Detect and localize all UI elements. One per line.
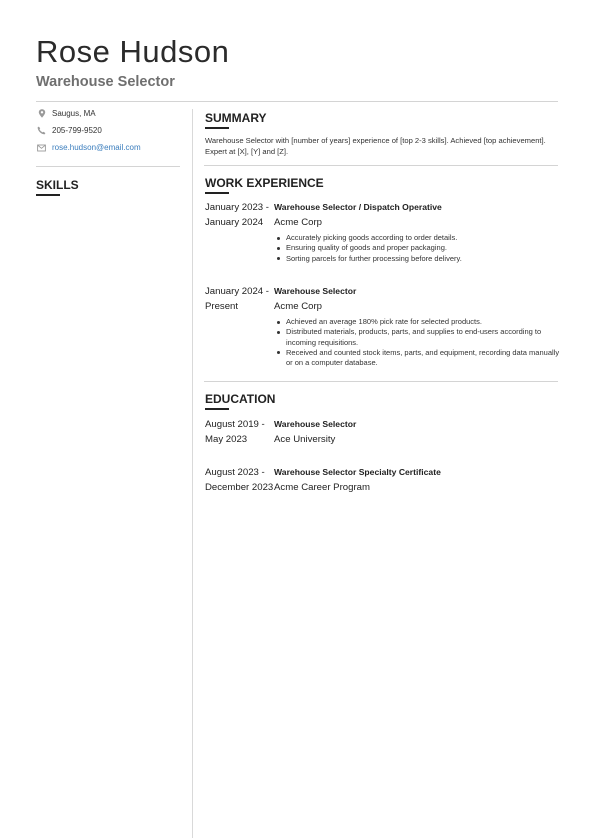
job-1-title: Warehouse Selector / Dispatch Operative (274, 202, 442, 212)
list-item: Achieved an average 180% pick rate for selected products. (276, 317, 560, 327)
phone-text: 205-799-9520 (52, 126, 102, 135)
candidate-title: Warehouse Selector (36, 74, 175, 90)
job-2-title: Warehouse Selector (274, 286, 357, 296)
list-item: Accurately picking goods according to order details. (276, 233, 560, 243)
contact-location (36, 105, 186, 122)
header-divider (36, 101, 558, 102)
edu-2-date-end: December 2023 (205, 482, 274, 493)
job-2-company: Acme Corp (274, 301, 322, 312)
contact-email[interactable] (36, 139, 186, 156)
job-2-dates (205, 284, 275, 314)
contact-divider (36, 166, 180, 167)
skills-heading: SKILLS (36, 178, 79, 192)
skills-heading-underline (36, 194, 60, 196)
education-heading: EDUCATION (205, 392, 276, 406)
edu-1-date-start: August 2019 - (205, 419, 265, 430)
contact-phone (36, 122, 186, 139)
job-1-dates (205, 200, 275, 230)
summary-divider (204, 165, 558, 166)
work-heading: WORK EXPERIENCE (205, 176, 324, 190)
edu-2-title: Warehouse Selector Specialty Certificate (274, 467, 441, 477)
job-1-date-end: January 2024 (205, 217, 264, 228)
edu-2-date-start: August 2023 - (205, 467, 265, 478)
edu-2-dates (205, 465, 275, 495)
job-1-bullets (276, 233, 560, 264)
email-link[interactable]: rose.hudson@email.com (52, 143, 141, 152)
list-item: Distributed materials, products, parts, and supplies to end-users according to incoming requisitions. (276, 327, 560, 348)
summary-text: Warehouse Selector with [number of years] experience of [top 2-3 skills]. Achieved [top achievement]. Expert at [X], [Y] and [Z]. (205, 136, 546, 156)
edu-2-school: Acme Career Program (274, 482, 370, 493)
phone-icon (37, 126, 46, 135)
edu-1-date-end: May 2023 (205, 434, 248, 445)
education-heading-underline (205, 408, 229, 410)
job-2-date-start: January 2024 - (205, 286, 269, 297)
list-item: Sorting parcels for further processing before delivery. (276, 254, 560, 264)
column-divider (192, 109, 193, 838)
summary-heading: SUMMARY (205, 111, 267, 125)
work-divider (204, 381, 558, 382)
email-icon (37, 143, 46, 152)
summary-heading-underline (205, 127, 229, 129)
job-1-date-start: January 2023 - (205, 202, 269, 213)
location-text: Saugus, MA (52, 109, 96, 118)
candidate-name: Rose Hudson (36, 34, 230, 69)
job-2-bullets (276, 317, 560, 368)
edu-1-school: Ace University (274, 434, 336, 445)
location-pin-icon (37, 109, 46, 118)
edu-1-dates (205, 417, 275, 447)
work-heading-underline (205, 192, 229, 194)
contact-block (36, 105, 186, 156)
list-item: Received and counted stock items, parts, and equipment, recording data manually or on a computer database. (276, 348, 560, 369)
edu-1-title: Warehouse Selector (274, 419, 357, 429)
job-2-date-end: Present (205, 301, 239, 312)
list-item: Ensuring quality of goods and proper packaging. (276, 243, 560, 253)
job-1-company: Acme Corp (274, 217, 322, 228)
